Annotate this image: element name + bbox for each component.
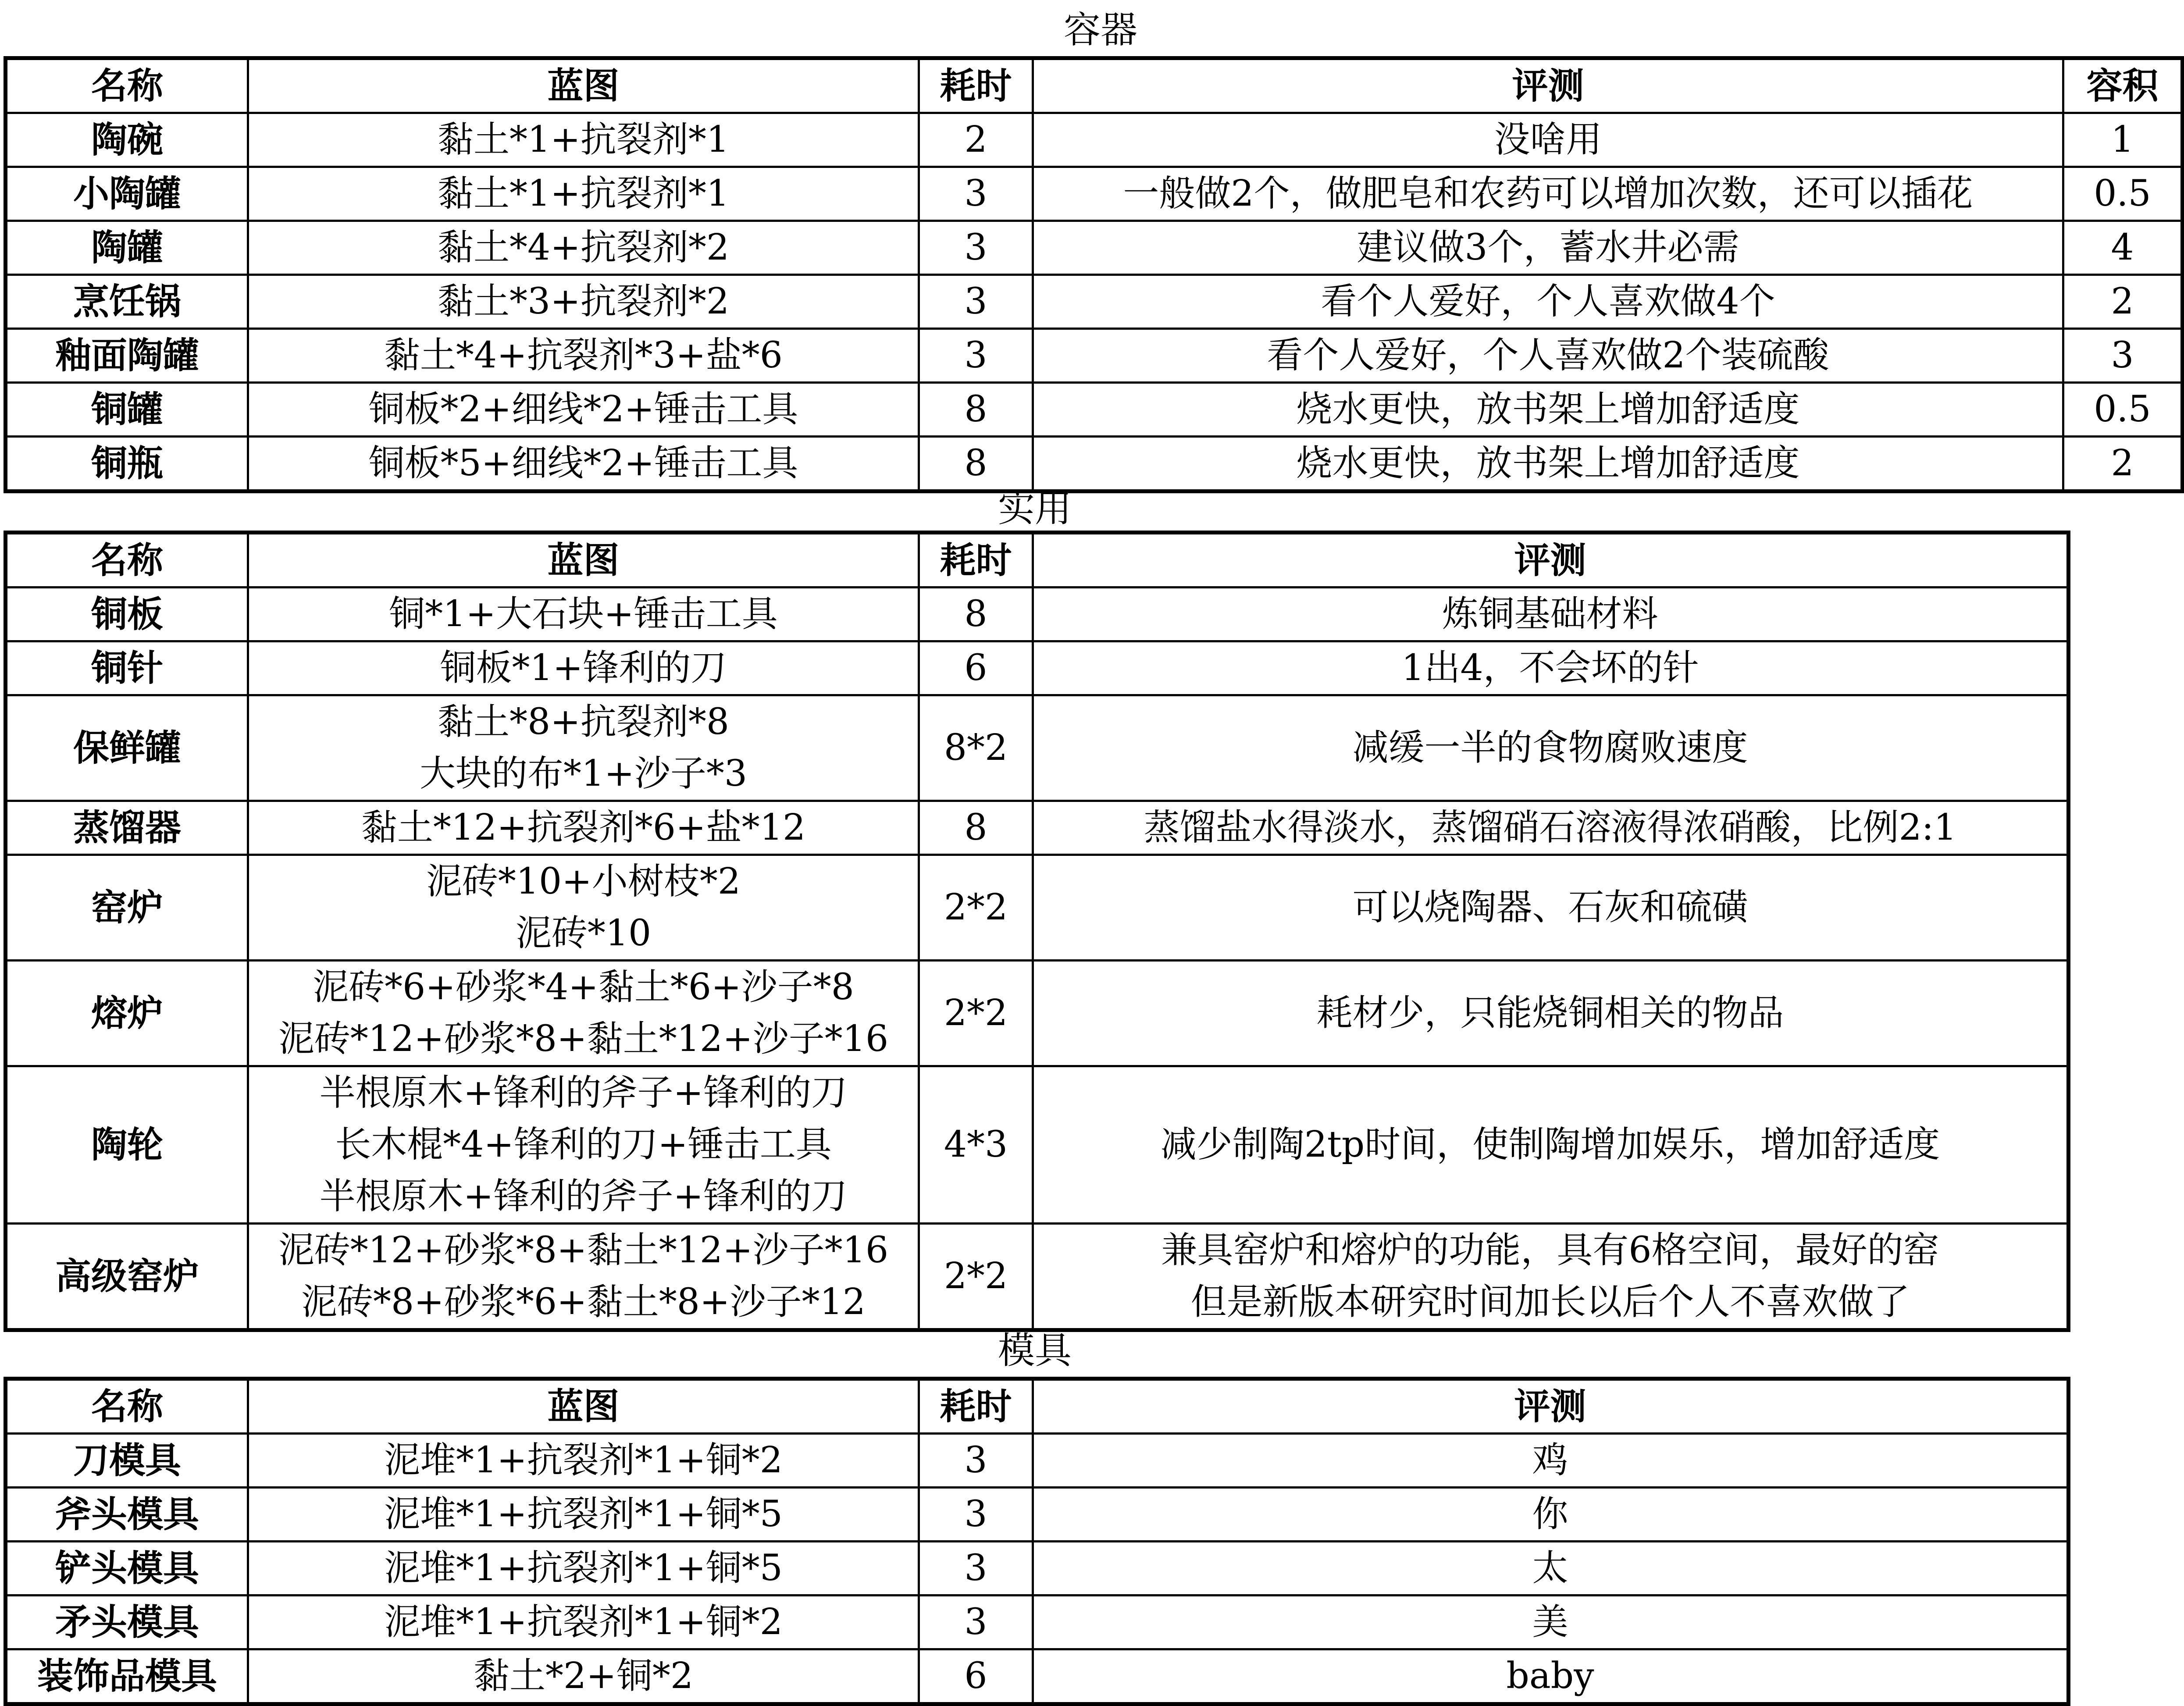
cell-name: 小陶罐 <box>6 167 248 221</box>
cell-time: 3 <box>919 1434 1033 1488</box>
review-line: 耗材少，只能烧铜相关的物品 <box>1316 992 1784 1034</box>
cell-review <box>1033 1434 2069 1488</box>
cell-time: 6 <box>919 641 1033 695</box>
cell-time: 8*2 <box>919 695 1033 801</box>
cell-name: 陶碗 <box>6 113 248 167</box>
cell-name: 陶轮 <box>6 1066 248 1224</box>
cell-name: 刀模具 <box>6 1434 248 1488</box>
table-row <box>6 801 2069 855</box>
cell-blueprint <box>248 641 919 695</box>
cell-blueprint <box>248 1488 919 1542</box>
cell-review <box>1033 383 2063 437</box>
cell-review <box>1033 855 2069 961</box>
cell-review <box>1033 1542 2069 1596</box>
cell-review <box>1033 1488 2069 1542</box>
table-row <box>6 1542 2069 1596</box>
review-line: 减缓一半的食物腐败速度 <box>1352 727 1748 769</box>
header-name: 名称 <box>6 58 248 113</box>
cell-blueprint <box>248 961 919 1066</box>
cell-review <box>1033 1596 2069 1649</box>
review-line: 烧水更快，放书架上增加舒适度 <box>1296 442 1800 484</box>
header-time: 耗时 <box>919 1379 1033 1434</box>
header-review: 评测 <box>1033 58 2063 113</box>
cell-blueprint <box>248 383 919 437</box>
blueprint-line: 铜板*2+细线*2+锤击工具 <box>368 388 798 430</box>
review-line: 你 <box>1532 1493 1568 1535</box>
header-blueprint: 蓝图 <box>248 58 919 113</box>
blueprint-line: 泥堆*1+抗裂剂*1+铜*2 <box>384 1439 783 1481</box>
cell-blueprint <box>248 1066 919 1224</box>
table-row <box>6 275 2183 329</box>
header-time: 耗时 <box>919 58 1033 113</box>
cell-name: 矛头模具 <box>6 1596 248 1649</box>
cell-blueprint <box>248 275 919 329</box>
review-line: 鸡 <box>1532 1439 1568 1481</box>
header-review: 评测 <box>1033 1379 2069 1434</box>
cell-blueprint <box>248 855 919 961</box>
blueprint-line: 泥砖*12+砂浆*8+黏土*12+沙子*16 <box>278 1018 889 1060</box>
blueprint-line: 黏土*8+抗裂剂*8 <box>437 701 730 743</box>
cell-review <box>1033 801 2069 855</box>
blueprint-line: 泥堆*1+抗裂剂*1+铜*5 <box>384 1547 783 1589</box>
blueprint-line: 泥砖*8+砂浆*6+黏土*8+沙子*12 <box>301 1281 866 1323</box>
table-header-row <box>6 1379 2069 1434</box>
cell-blueprint <box>248 695 919 801</box>
blueprint-line: 铜*1+大石块+锤击工具 <box>389 593 778 635</box>
cell-time: 2*2 <box>919 855 1033 961</box>
practical-table <box>4 531 2070 1332</box>
blueprint-line: 铜板*1+锋利的刀 <box>440 647 727 689</box>
cell-review <box>1033 961 2069 1066</box>
cell-review <box>1033 329 2063 383</box>
cell-volume: 2 <box>2063 437 2183 491</box>
blueprint-line: 黏土*3+抗裂剂*2 <box>437 281 730 322</box>
cell-time: 8 <box>919 588 1033 641</box>
cell-time: 3 <box>919 1488 1033 1542</box>
header-blueprint: 蓝图 <box>248 533 919 588</box>
header-time: 耗时 <box>919 533 1033 588</box>
blueprint-line: 泥砖*6+砂浆*4+黏土*6+沙子*8 <box>313 966 854 1008</box>
cell-blueprint <box>248 437 919 491</box>
cell-blueprint <box>248 1649 919 1704</box>
table-row <box>6 961 2069 1066</box>
review-line: 蒸馏盐水得淡水，蒸馏硝石溶液得浓硝酸，比例2:1 <box>1144 807 1957 848</box>
cell-name: 铜针 <box>6 641 248 695</box>
cell-review <box>1033 1066 2069 1224</box>
review-line: 兼具窑炉和熔炉的功能，具有6格空间，最好的窑 <box>1161 1229 1939 1271</box>
section-title-containers: 容器 <box>1063 8 1137 51</box>
cell-blueprint <box>248 113 919 167</box>
blueprint-line: 泥砖*12+砂浆*8+黏土*12+沙子*16 <box>278 1229 889 1271</box>
table-row <box>6 1066 2069 1224</box>
cell-time: 2 <box>919 113 1033 167</box>
review-line: 减少制陶2tp时间，使制陶增加娱乐，增加舒适度 <box>1160 1124 1940 1165</box>
table-header-row <box>6 533 2069 588</box>
cell-time: 3 <box>919 221 1033 275</box>
table-row <box>6 695 2069 801</box>
cell-blueprint <box>248 1596 919 1649</box>
cell-name: 陶罐 <box>6 221 248 275</box>
cell-blueprint <box>248 221 919 275</box>
cell-review <box>1033 1649 2069 1704</box>
cell-blueprint <box>248 167 919 221</box>
section-title-molds: 模具 <box>998 1329 1072 1372</box>
table-row <box>6 383 2183 437</box>
cell-name: 铜罐 <box>6 383 248 437</box>
review-line: 美 <box>1532 1601 1568 1643</box>
cell-time: 2*2 <box>919 961 1033 1066</box>
cell-review <box>1033 113 2063 167</box>
cell-review <box>1033 641 2069 695</box>
cell-blueprint <box>248 801 919 855</box>
blueprint-line: 黏土*1+抗裂剂*1 <box>437 119 730 160</box>
table-row <box>6 437 2183 491</box>
header-review: 评测 <box>1033 533 2069 588</box>
cell-name: 高级窑炉 <box>6 1224 248 1330</box>
cell-review <box>1033 1224 2069 1330</box>
cell-time: 4*3 <box>919 1066 1033 1224</box>
section-title-practical: 实用 <box>998 487 1072 530</box>
cell-time: 3 <box>919 329 1033 383</box>
table-row <box>6 1488 2069 1542</box>
blueprint-line: 黏土*12+抗裂剂*6+盐*12 <box>361 807 806 848</box>
header-name: 名称 <box>6 1379 248 1434</box>
cell-volume: 3 <box>2063 329 2183 383</box>
table-row <box>6 167 2183 221</box>
cell-name: 窑炉 <box>6 855 248 961</box>
review-line: 烧水更快，放书架上增加舒适度 <box>1296 388 1800 430</box>
molds-table <box>4 1377 2070 1706</box>
cell-name: 保鲜罐 <box>6 695 248 801</box>
cell-name: 装饰品模具 <box>6 1649 248 1704</box>
cell-time: 3 <box>919 275 1033 329</box>
review-line: 炼铜基础材料 <box>1442 593 1658 635</box>
cell-review <box>1033 695 2069 801</box>
review-line: 建议做3个，蓄水井必需 <box>1357 227 1739 268</box>
table-row <box>6 221 2183 275</box>
cell-name: 铲头模具 <box>6 1542 248 1596</box>
table-row <box>6 1434 2069 1488</box>
cell-blueprint <box>248 1542 919 1596</box>
table-row <box>6 641 2069 695</box>
cell-time: 8 <box>919 383 1033 437</box>
cell-volume: 0.5 <box>2063 167 2183 221</box>
blueprint-line: 铜板*5+细线*2+锤击工具 <box>368 442 798 484</box>
cell-time: 8 <box>919 801 1033 855</box>
blueprint-line: 长木棍*4+锋利的刀+锤击工具 <box>335 1124 832 1165</box>
cell-name: 釉面陶罐 <box>6 329 248 383</box>
table-row <box>6 1649 2069 1704</box>
cell-blueprint <box>248 329 919 383</box>
table-row <box>6 1596 2069 1649</box>
cell-name: 熔炉 <box>6 961 248 1066</box>
review-line: 没啥用 <box>1494 119 1602 160</box>
header-volume: 容积 <box>2063 58 2183 113</box>
table-row <box>6 588 2069 641</box>
blueprint-line: 半根原木+锋利的斧子+锋利的刀 <box>319 1072 848 1114</box>
cell-blueprint <box>248 1434 919 1488</box>
header-name: 名称 <box>6 533 248 588</box>
cell-volume: 1 <box>2063 113 2183 167</box>
cell-time: 3 <box>919 167 1033 221</box>
cell-review <box>1033 588 2069 641</box>
table-row <box>6 113 2183 167</box>
cell-volume: 2 <box>2063 275 2183 329</box>
cell-blueprint <box>248 1224 919 1330</box>
cell-time: 2*2 <box>919 1224 1033 1330</box>
review-line: 看个人爱好，个人喜欢做4个 <box>1321 281 1775 322</box>
review-line: 1出4，不会坏的针 <box>1401 647 1699 689</box>
cell-blueprint <box>248 588 919 641</box>
review-line: 太 <box>1532 1547 1568 1589</box>
blueprint-line: 泥堆*1+抗裂剂*1+铜*2 <box>384 1601 783 1643</box>
blueprint-line: 泥砖*10 <box>515 912 652 954</box>
blueprint-line: 大块的布*1+沙子*3 <box>419 753 748 794</box>
blueprint-line: 黏土*4+抗裂剂*3+盐*6 <box>384 335 783 376</box>
cell-name: 蒸馏器 <box>6 801 248 855</box>
cell-time: 6 <box>919 1649 1033 1704</box>
blueprint-line: 泥砖*10+小树枝*2 <box>426 861 741 902</box>
cell-volume: 4 <box>2063 221 2183 275</box>
blueprint-line: 黏土*2+铜*2 <box>473 1655 694 1697</box>
cell-review <box>1033 221 2063 275</box>
review-line: 但是新版本研究时间加长以后个人不喜欢做了 <box>1190 1281 1910 1323</box>
review-line: 可以烧陶器、石灰和硫磺 <box>1352 887 1748 928</box>
table-row <box>6 855 2069 961</box>
cell-review <box>1033 275 2063 329</box>
review-line: 看个人爱好，个人喜欢做2个装硫酸 <box>1267 335 1829 376</box>
cell-time: 3 <box>919 1596 1033 1649</box>
table-header-row <box>6 58 2183 113</box>
cell-time: 3 <box>919 1542 1033 1596</box>
cell-volume: 0.5 <box>2063 383 2183 437</box>
review-line: 一般做2个，做肥皂和农药可以增加次数，还可以插花 <box>1123 173 1973 214</box>
cell-review <box>1033 167 2063 221</box>
header-blueprint: 蓝图 <box>248 1379 919 1434</box>
blueprint-line: 半根原木+锋利的斧子+锋利的刀 <box>319 1175 848 1217</box>
blueprint-line: 泥堆*1+抗裂剂*1+铜*5 <box>384 1493 783 1535</box>
cell-name: 铜瓶 <box>6 437 248 491</box>
cell-time: 8 <box>919 437 1033 491</box>
cell-name: 铜板 <box>6 588 248 641</box>
cell-name: 斧头模具 <box>6 1488 248 1542</box>
cell-name: 烹饪锅 <box>6 275 248 329</box>
containers-table <box>4 56 2184 493</box>
table-row <box>6 329 2183 383</box>
blueprint-line: 黏土*4+抗裂剂*2 <box>437 227 730 268</box>
table-row <box>6 1224 2069 1330</box>
cell-review <box>1033 437 2063 491</box>
blueprint-line: 黏土*1+抗裂剂*1 <box>437 173 730 214</box>
review-line: baby <box>1506 1655 1594 1697</box>
